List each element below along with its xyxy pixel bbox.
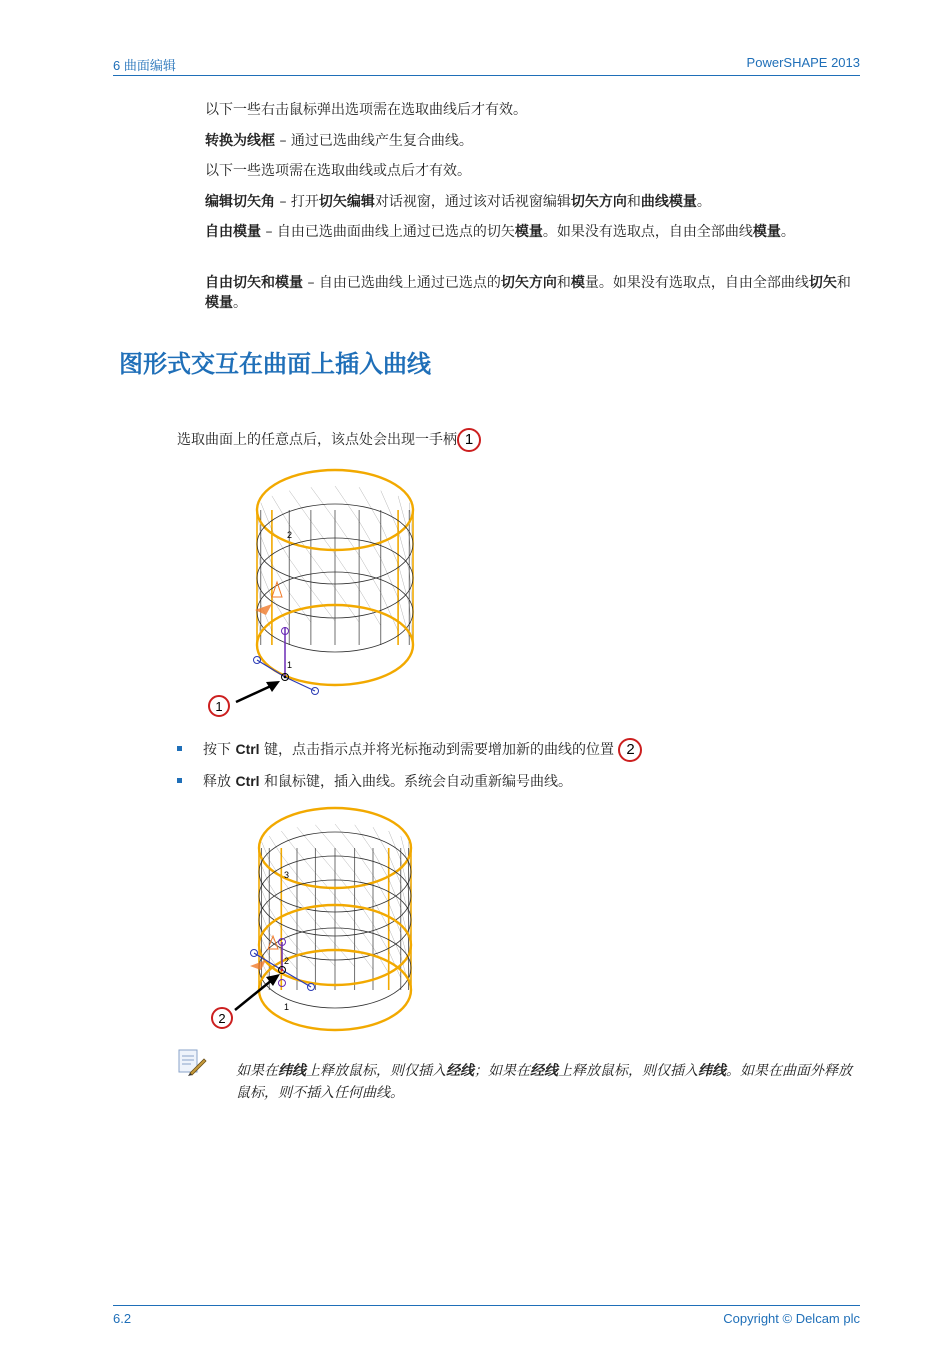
figure2-label-1: 1 <box>284 1002 290 1012</box>
figure2-label-3: 3 <box>284 870 290 880</box>
page-number: 6.2 <box>113 1311 132 1326</box>
figure1-label-1: 1 <box>287 660 293 670</box>
bullet-2: 释放 Ctrl 和鼠标键，插入曲线。系统会自动重新编号曲线。 <box>177 771 572 791</box>
key-ctrl: Ctrl <box>235 741 260 757</box>
key-ctrl: Ctrl <box>235 773 260 789</box>
figure-2-cylinder <box>200 800 440 1040</box>
figure2-label-2: 2 <box>284 956 290 966</box>
figure-1-cylinder <box>200 465 440 725</box>
bullet-marker <box>177 778 182 783</box>
callout-2-badge: 2 <box>618 738 642 762</box>
copyright: Copyright © Delcam plc <box>723 1311 860 1326</box>
paragraph-1: 以下一些右击鼠标弹出选项需在选取曲线后才有效。 <box>205 102 527 118</box>
handle-glyph <box>254 582 319 695</box>
figure1-label-2: 2 <box>287 530 293 540</box>
cylinder-wireframe <box>259 808 411 1030</box>
callout-arrow <box>236 681 280 702</box>
header-rule <box>113 75 860 76</box>
svg-text:1: 1 <box>215 699 223 714</box>
cylinder-wireframe <box>257 470 413 685</box>
section-title: 图形式交互在曲面上插入曲线 <box>119 350 431 378</box>
paragraph-4: 编辑切矢角 – 打开切矢编辑对话视窗，通过该对话视窗编辑切矢方向和曲线模量。 <box>205 194 711 210</box>
term-convert-wireframe: 转换为线框 <box>205 133 275 149</box>
paragraph-3: 以下一些选项需在选取曲线或点后才有效。 <box>205 163 471 179</box>
bullet-marker <box>177 746 182 751</box>
paragraph-5: 自由模量 – 自由已选曲面曲线上通过已选点的切矢模量。如果没有选取点，自由全部曲线模量。 <box>205 224 795 240</box>
callout-1-badge: 1 <box>457 428 481 452</box>
note-pencil-icon <box>177 1047 207 1077</box>
paragraph-2: 转换为线框 – 通过已选曲线产生复合曲线。 <box>205 133 473 149</box>
header-product: PowerSHAPE 2013 <box>746 55 860 70</box>
note-text: 如果在纬线上释放鼠标，则仅插入经线；如果在经线上释放鼠标，则仅插入纬线。如果在曲面外释放鼠标，则不插入任何曲线。 <box>236 1063 852 1101</box>
intro-text: 选取曲面上的任意点后，该点处会出现一手柄 1 <box>177 428 481 452</box>
footer-rule <box>113 1305 860 1306</box>
callout-arrow <box>235 974 280 1010</box>
header-chapter: 6 曲面编辑 <box>113 58 176 73</box>
callout-2-figure <box>212 1008 232 1028</box>
bullet-1: 按下 Ctrl 键，点击指示点并将光标拖动到需要增加新的曲线的位置 2 <box>177 738 642 762</box>
svg-text:2: 2 <box>218 1011 226 1026</box>
paragraph-6: 自由切矢和模量 – 自由已选曲线上通过已选点的切矢方向和模量。如果没有选取点，自由全部曲线切矢和模量。 <box>205 275 851 311</box>
callout-1-figure <box>209 696 229 716</box>
